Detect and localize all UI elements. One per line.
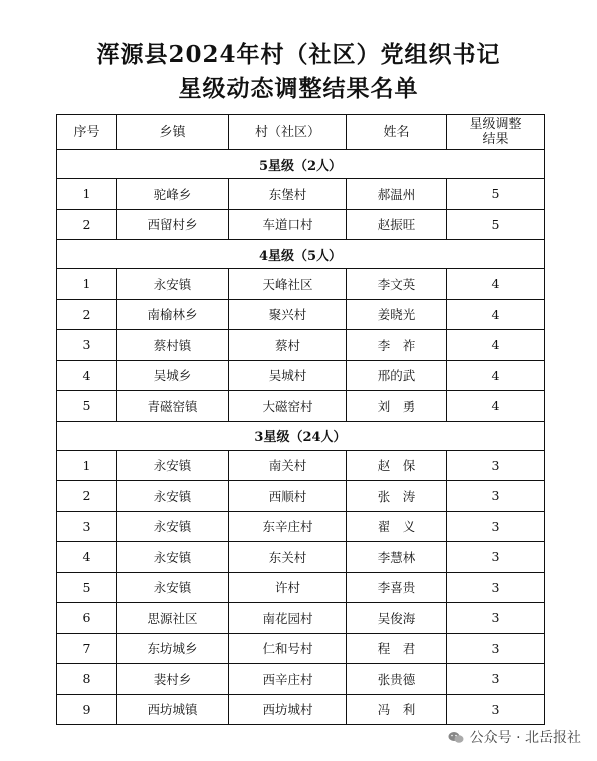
- cell-name: 李文英: [347, 269, 447, 300]
- watermark: [448, 727, 581, 747]
- cell-star-result: 4: [447, 330, 545, 361]
- cell-name: 张 涛: [347, 481, 447, 512]
- cell-index: 6: [57, 603, 117, 634]
- cell-village: 天峰社区: [229, 269, 347, 300]
- cell-village: 东堡村: [229, 179, 347, 210]
- cell-village: 西辛庄村: [229, 664, 347, 695]
- table-row: [57, 481, 545, 512]
- cell-index: 3: [57, 511, 117, 542]
- cell-name: 吴俊海: [347, 603, 447, 634]
- cell-township: 永安镇: [117, 269, 229, 300]
- cell-name: 赵振旺: [347, 209, 447, 240]
- cell-name: 翟 义: [347, 511, 447, 542]
- cell-name: 赵 保: [347, 450, 447, 481]
- cell-star-result: 4: [447, 269, 545, 300]
- cell-township: 永安镇: [117, 542, 229, 573]
- header-index: 序号: [57, 115, 117, 150]
- cell-township: 西留村乡: [117, 209, 229, 240]
- cell-township: 永安镇: [117, 511, 229, 542]
- cell-township: 永安镇: [117, 572, 229, 603]
- document-title-line1: 浑源县2024年村（社区）党组织书记: [96, 41, 501, 68]
- cell-township: 吴城乡: [117, 360, 229, 391]
- cell-star-result: 3: [447, 664, 545, 695]
- table-row: [57, 633, 545, 664]
- table-row: [57, 330, 545, 361]
- group-label: 5星级（2人）: [57, 150, 545, 179]
- group-header-row: [57, 240, 545, 269]
- table-row: [57, 450, 545, 481]
- cell-index: 5: [57, 391, 117, 422]
- cell-village: 许村: [229, 572, 347, 603]
- cell-village: 南花园村: [229, 603, 347, 634]
- cell-index: 1: [57, 179, 117, 210]
- cell-township: 驼峰乡: [117, 179, 229, 210]
- cell-star-result: 3: [447, 511, 545, 542]
- cell-name: 李喜贵: [347, 572, 447, 603]
- cell-village: 南关村: [229, 450, 347, 481]
- cell-township: 蔡村镇: [117, 330, 229, 361]
- cell-township: 青磁窑镇: [117, 391, 229, 422]
- group-header-row: [57, 150, 545, 179]
- cell-name: 张贵德: [347, 664, 447, 695]
- cell-village: 蔡村: [229, 330, 347, 361]
- header-township: 乡镇: [117, 115, 229, 150]
- cell-village: 西坊城村: [229, 694, 347, 725]
- cell-star-result: 3: [447, 694, 545, 725]
- table-body: [57, 150, 545, 725]
- cell-star-result: 4: [447, 360, 545, 391]
- cell-name: 冯 利: [347, 694, 447, 725]
- table-row: [57, 511, 545, 542]
- wechat-icon: [448, 731, 464, 744]
- cell-star-result: 4: [447, 391, 545, 422]
- cell-star-result: 4: [447, 299, 545, 330]
- cell-star-result: 5: [447, 209, 545, 240]
- table-row: [57, 664, 545, 695]
- table-row: [57, 360, 545, 391]
- cell-village: 东关村: [229, 542, 347, 573]
- table-row: [57, 269, 545, 300]
- cell-village: 大磁窑村: [229, 391, 347, 422]
- header-village: 村（社区）: [229, 115, 347, 150]
- group-label: 4星级（5人）: [57, 240, 545, 269]
- cell-index: 9: [57, 694, 117, 725]
- cell-township: 西坊城镇: [117, 694, 229, 725]
- cell-name: 刘 勇: [347, 391, 447, 422]
- table-row: [57, 209, 545, 240]
- cell-star-result: 5: [447, 179, 545, 210]
- cell-index: 8: [57, 664, 117, 695]
- cell-star-result: 3: [447, 603, 545, 634]
- cell-township: 永安镇: [117, 481, 229, 512]
- cell-name: 程 君: [347, 633, 447, 664]
- cell-name: 郝温州: [347, 179, 447, 210]
- table-row: [57, 694, 545, 725]
- cell-index: 7: [57, 633, 117, 664]
- group-header-row: [57, 421, 545, 450]
- cell-index: 2: [57, 209, 117, 240]
- table-row: [57, 603, 545, 634]
- cell-township: 裴村乡: [117, 664, 229, 695]
- cell-index: 5: [57, 572, 117, 603]
- cell-index: 4: [57, 542, 117, 573]
- table-row: [57, 299, 545, 330]
- table-row: [57, 542, 545, 573]
- cell-star-result: 3: [447, 633, 545, 664]
- table-row: [57, 572, 545, 603]
- cell-name: 姜晓光: [347, 299, 447, 330]
- cell-village: 仁和号村: [229, 633, 347, 664]
- cell-township: 永安镇: [117, 450, 229, 481]
- cell-village: 吴城村: [229, 360, 347, 391]
- cell-village: 东辛庄村: [229, 511, 347, 542]
- cell-index: 1: [57, 269, 117, 300]
- cell-village: 聚兴村: [229, 299, 347, 330]
- table-row: [57, 391, 545, 422]
- cell-township: 思源社区: [117, 603, 229, 634]
- header-star-result: 星级调整 结果: [447, 115, 545, 150]
- cell-name: 李 祚: [347, 330, 447, 361]
- cell-index: 3: [57, 330, 117, 361]
- roster-table: [56, 114, 545, 725]
- watermark-text: 公众号 · 北岳报社: [469, 730, 581, 746]
- cell-township: 南榆林乡: [117, 299, 229, 330]
- cell-index: 1: [57, 450, 117, 481]
- group-label: 3星级（24人）: [57, 421, 545, 450]
- cell-village: 车道口村: [229, 209, 347, 240]
- cell-index: 2: [57, 299, 117, 330]
- cell-index: 2: [57, 481, 117, 512]
- cell-name: 邢的武: [347, 360, 447, 391]
- cell-star-result: 3: [447, 572, 545, 603]
- cell-index: 4: [57, 360, 117, 391]
- document-title-line2: 星级动态调整结果名单: [178, 75, 419, 102]
- header-name: 姓名: [347, 115, 447, 150]
- cell-star-result: 3: [447, 450, 545, 481]
- table-header-row: [57, 115, 545, 150]
- cell-star-result: 3: [447, 542, 545, 573]
- table-row: [57, 179, 545, 210]
- cell-village: 西顺村: [229, 481, 347, 512]
- cell-star-result: 3: [447, 481, 545, 512]
- cell-name: 李慧林: [347, 542, 447, 573]
- cell-township: 东坊城乡: [117, 633, 229, 664]
